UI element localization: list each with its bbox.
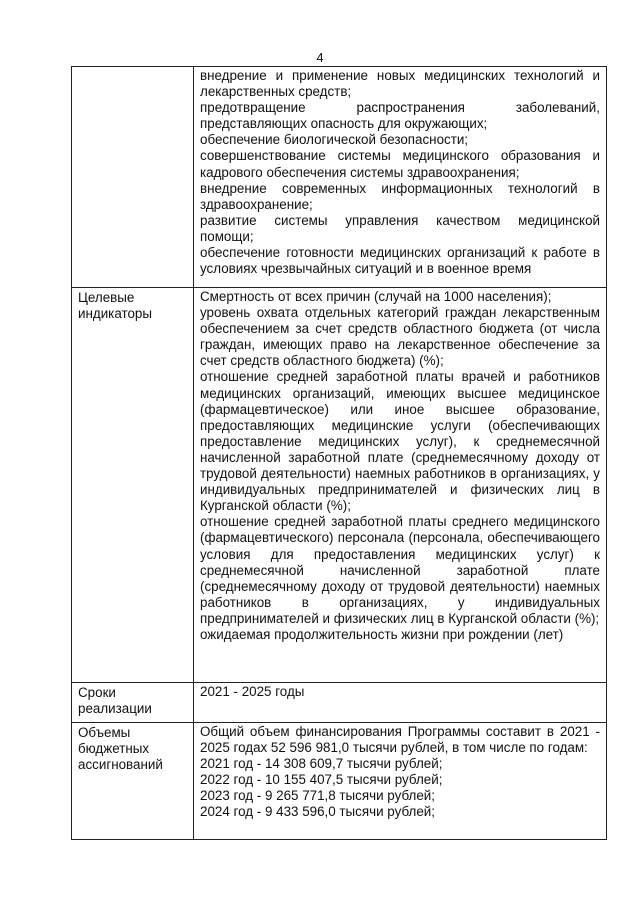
paragraph: Смертность от всех причин (случай на 1000 населения); — [200, 289, 552, 304]
program-passport-table — [71, 66, 607, 840]
table-row — [72, 723, 607, 840]
table-row — [72, 288, 607, 683]
paragraph: обеспечение биологической безопасности; — [200, 132, 469, 148]
paragraph: развитие системы управления качеством медицинской помощи; — [200, 212, 600, 244]
paragraph: внедрение и применение новых медицинских технологий и лекарственных средств; — [200, 68, 600, 100]
paragraph: внедрение современных информационных технологий в здравоохранение; — [200, 180, 600, 212]
page-number: 4 — [316, 50, 324, 65]
row-label — [72, 67, 194, 288]
row-content — [194, 288, 607, 683]
paragraph: 2023 год - 9 265 771,8 тысячи рублей; — [200, 788, 435, 804]
paragraph: уровень охвата отдельных категорий граждан лекарственным обеспечением за счет средств областного бюджета (от числа граждан, имеющих право на лекарственное обеспечение за счет средств областного бюджета) (%); — [200, 305, 600, 369]
row-label: Объемы бюджетных ассигнований — [72, 723, 194, 840]
row-content — [194, 723, 607, 840]
paragraph: 2022 год - 10 155 407,5 тысячи рублей; — [200, 772, 443, 788]
paragraph: отношение средней заработной платы среднего медицинского (фармацевтического) персонала (персонала, обеспечивающего условия для предоставления медицинских услуг) к среднемесячной начисленной заработной плате (среднемесячному доходу от трудовой деятельности) наемных работников в организациях, у индивидуальных предпринимателей и физических лиц в Курганской области (%); — [200, 514, 600, 626]
paragraph: 2021 год - 14 308 609,7 тысячи рублей; — [200, 756, 443, 772]
paragraph: обеспечение готовности медицинских организаций к работе в условиях чрезвычайных ситуаций и в военное время — [200, 245, 600, 277]
paragraph: ожидаемая продолжительность жизни при рождении (лет) — [200, 626, 564, 642]
table-row — [72, 683, 607, 723]
paragraph: 2024 год - 9 433 596,0 тысячи рублей; — [200, 804, 435, 820]
paragraph: совершенствование системы медицинского образования и кадрового обеспечения системы здравоохранения; — [200, 148, 600, 180]
paragraph: 2021 - 2025 годы — [200, 684, 305, 699]
paragraph: отношение средней заработной платы врачей и работников медицинских организаций, имеющих высшее медицинское (фармацевтическое) или иное высшее образование, предоставляющих медицинские услуги (обеспечивающих предоставление медицинских услуг), к среднемесячной начисленной заработной плате (среднемесячному доходу от трудовой деятельности) наемных работников в организациях, у индивидуальных предпринимателей и физических лиц в Курганской области (%); — [200, 369, 600, 514]
row-label: Целевые индикаторы — [72, 288, 194, 683]
table-row — [72, 67, 607, 288]
row-content — [194, 67, 607, 288]
row-label: Сроки реализации — [72, 683, 194, 723]
row-content — [194, 683, 607, 723]
paragraph: предотвращение распространения заболеваний, представляющих опасность для окружающих; — [200, 100, 600, 132]
paragraph: Общий объем финансирования Программы составит в 2021 - 2025 годах 52 596 981,0 тысячи рублей, в том числе по годам: — [200, 724, 600, 756]
